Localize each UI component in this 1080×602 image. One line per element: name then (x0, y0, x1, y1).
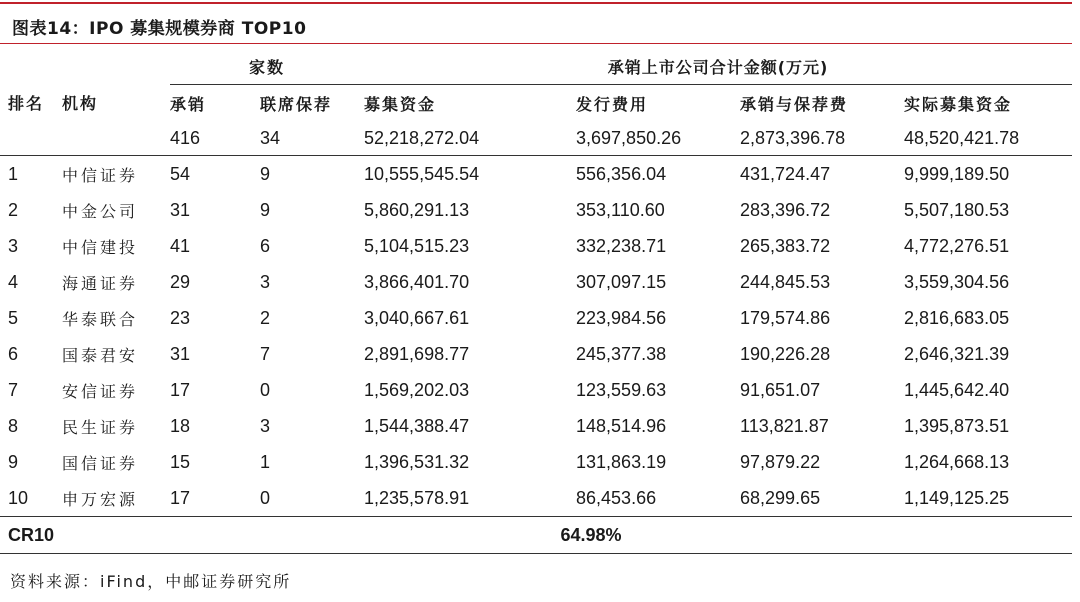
header-rank: 排名 (8, 94, 45, 114)
underwrite-fee-cell: 283,396.72 (740, 199, 831, 220)
underwrite-cell: 31 (170, 343, 191, 364)
rank-cell: 2 (8, 199, 19, 220)
institution-cell: 民生证券 (62, 417, 139, 437)
actual-raised-cell: 1,395,873.51 (904, 415, 1010, 436)
institution-cell: 国泰君安 (62, 345, 139, 365)
institution-cell: 申万宏源 (62, 489, 139, 509)
total-underwrite-fee: 2,873,396.78 (740, 121, 904, 156)
joint-sponsor-cell: 2 (260, 307, 271, 328)
underwrite-fee-cell: 91,651.07 (740, 379, 821, 400)
joint-sponsor-cell: 9 (260, 199, 271, 220)
underwrite-cell: 18 (170, 415, 191, 436)
institution-cell: 海通证券 (62, 273, 139, 293)
institution-cell: 中信建投 (62, 237, 139, 257)
issue-cost-cell: 307,097.15 (576, 271, 667, 292)
raised-cell: 1,544,388.47 (364, 415, 470, 436)
ipo-underwriter-table (0, 48, 1072, 554)
table-row (0, 372, 1072, 408)
joint-sponsor-cell: 3 (260, 271, 271, 292)
actual-raised-cell: 4,772,276.51 (904, 235, 1010, 256)
table-row (0, 156, 1072, 193)
raised-cell: 1,235,578.91 (364, 487, 470, 508)
header-joint-sponsor: 联席保荐 (260, 94, 333, 114)
rank-cell: 6 (8, 343, 19, 364)
underwrite-fee-cell: 97,879.22 (740, 451, 821, 472)
underwrite-cell: 23 (170, 307, 191, 328)
source-note: 资料来源：iFind，中邮证券研究所 (10, 572, 292, 591)
raised-cell: 2,891,698.77 (364, 343, 470, 364)
table-row (0, 336, 1072, 372)
underwrite-fee-cell: 431,724.47 (740, 163, 831, 184)
raised-cell: 3,866,401.70 (364, 271, 470, 292)
underwrite-fee-cell: 68,299.65 (740, 487, 821, 508)
actual-raised-cell: 5,507,180.53 (904, 199, 1010, 220)
header-actual-raised: 实际募集资金 (904, 94, 1013, 114)
table-row (0, 408, 1072, 444)
cr10-value: 64.98% (170, 517, 1072, 554)
header-raised: 募集资金 (364, 94, 437, 114)
joint-sponsor-cell: 0 (260, 379, 271, 400)
underwrite-fee-cell: 190,226.28 (740, 343, 831, 364)
rank-cell: 3 (8, 235, 19, 256)
rank-cell: 5 (8, 307, 19, 328)
issue-cost-cell: 86,453.66 (576, 487, 657, 508)
underwrite-fee-cell: 244,845.53 (740, 271, 831, 292)
table-row (0, 300, 1072, 336)
underwrite-fee-cell: 265,383.72 (740, 235, 831, 256)
issue-cost-cell: 353,110.60 (576, 199, 665, 220)
actual-raised-cell: 1,149,125.25 (904, 487, 1010, 508)
underwrite-cell: 17 (170, 487, 191, 508)
underwrite-cell: 41 (170, 235, 191, 256)
total-underwrite: 416 (170, 121, 260, 156)
total-issue-cost: 3,697,850.26 (576, 121, 740, 156)
actual-raised-cell: 1,264,668.13 (904, 451, 1010, 472)
header-amounts-group: 承销上市公司合计金额(万元) (364, 48, 1072, 85)
header-group-row (0, 48, 1072, 85)
rank-cell: 9 (8, 451, 19, 472)
actual-raised-cell: 3,559,304.56 (904, 271, 1010, 292)
institution-cell: 华泰联合 (62, 309, 139, 329)
title-top-rule (0, 2, 1072, 4)
header-issue-cost: 发行费用 (576, 94, 649, 114)
raised-cell: 1,569,202.03 (364, 379, 470, 400)
actual-raised-cell: 2,816,683.05 (904, 307, 1010, 328)
table-row (0, 444, 1072, 480)
joint-sponsor-cell: 0 (260, 487, 271, 508)
issue-cost-cell: 332,238.71 (576, 235, 667, 256)
issue-cost-cell: 123,559.63 (576, 379, 667, 400)
header-underwrite-fee: 承销与保荐费 (740, 94, 849, 114)
total-raised: 52,218,272.04 (364, 121, 576, 156)
total-row (0, 121, 1072, 156)
data-rows (0, 156, 1072, 517)
rank-cell: 4 (8, 271, 19, 292)
joint-sponsor-cell: 7 (260, 343, 271, 364)
table-row (0, 264, 1072, 300)
table-row (0, 480, 1072, 517)
underwrite-cell: 31 (170, 199, 191, 220)
underwrite-fee-cell: 113,821.87 (740, 415, 829, 436)
rank-cell: 10 (8, 487, 29, 508)
header-institution: 机构 (62, 94, 99, 114)
issue-cost-cell: 148,514.96 (576, 415, 667, 436)
actual-raised-cell: 1,445,642.40 (904, 379, 1010, 400)
title-bottom-rule (0, 43, 1072, 44)
underwrite-cell: 15 (170, 451, 191, 472)
cr10-label: CR10 (0, 517, 170, 554)
issue-cost-cell: 131,863.19 (576, 451, 667, 472)
header-row (0, 85, 1072, 122)
joint-sponsor-cell: 1 (260, 451, 271, 472)
raised-cell: 1,396,531.32 (364, 451, 470, 472)
header-counts-group: 家数 (170, 48, 364, 85)
actual-raised-cell: 9,999,189.50 (904, 163, 1010, 184)
raised-cell: 5,104,515.23 (364, 235, 470, 256)
rank-cell: 7 (8, 379, 19, 400)
joint-sponsor-cell: 9 (260, 163, 271, 184)
underwrite-cell: 17 (170, 379, 191, 400)
underwrite-cell: 54 (170, 163, 191, 184)
total-actual-raised: 48,520,421.78 (904, 121, 1072, 156)
table-row (0, 228, 1072, 264)
institution-cell: 中信证券 (62, 165, 139, 185)
issue-cost-cell: 556,356.04 (576, 163, 667, 184)
table-row (0, 192, 1072, 228)
title-bar (0, 0, 1072, 44)
total-joint-sponsor: 34 (260, 121, 364, 156)
issue-cost-cell: 223,984.56 (576, 307, 667, 328)
cr10-row (0, 517, 1072, 554)
institution-cell: 中金公司 (62, 201, 139, 221)
raised-cell: 3,040,667.61 (364, 307, 470, 328)
rank-cell: 1 (8, 163, 19, 184)
raised-cell: 10,555,545.54 (364, 163, 480, 184)
figure-title: 图表14：IPO 募集规模券商 TOP10 (12, 19, 307, 39)
rank-cell: 8 (8, 415, 19, 436)
actual-raised-cell: 2,646,321.39 (904, 343, 1010, 364)
joint-sponsor-cell: 6 (260, 235, 271, 256)
underwrite-fee-cell: 179,574.86 (740, 307, 831, 328)
underwrite-cell: 29 (170, 271, 191, 292)
raised-cell: 5,860,291.13 (364, 199, 470, 220)
joint-sponsor-cell: 3 (260, 415, 271, 436)
header-underwrite: 承销 (170, 94, 207, 114)
institution-cell: 国信证券 (62, 453, 139, 473)
issue-cost-cell: 245,377.38 (576, 343, 667, 364)
institution-cell: 安信证券 (62, 381, 139, 401)
